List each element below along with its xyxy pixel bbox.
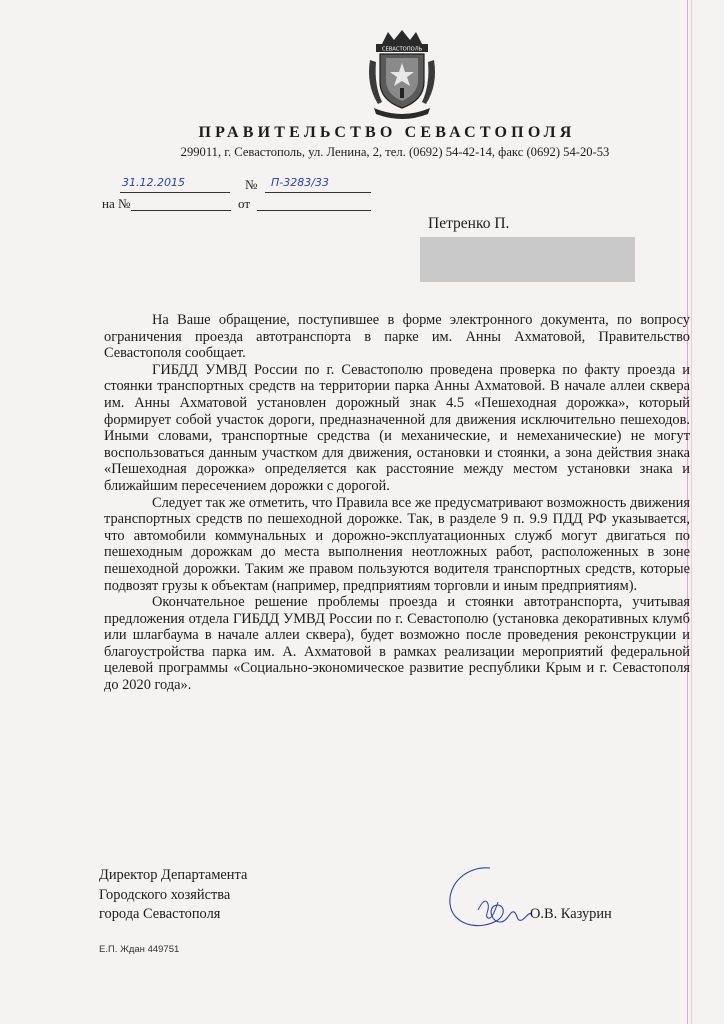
signer-position-line: города Севастополя <box>99 906 221 922</box>
letter-body <box>104 312 690 694</box>
outgoing-number-value: П-3283/33 <box>271 176 329 189</box>
number-label: № <box>245 177 258 192</box>
outgoing-date-value: 31.12.2015 <box>122 176 185 189</box>
body-paragraph: На Ваше обращение, поступившее в форме электронного документа, по вопросу ограничения проезда автотранспорта в парке им. Анны Ахматовой, Правительство Севастополя сообщает. <box>104 312 690 362</box>
body-paragraph: ГИБДД УМВД России по г. Севастополю проведена проверка по факту проезда и стоянки транспортных средств на территории парка Анны Ахматовой. В начале аллеи сквера им. Анны Ахматовой установлен дорожный знак 4.5 «Пешеходная дорожка», который формирует собой участок дороги, предназначенной для движения исключительно пешеходов. Иными словами, транспортные средства (и механические, и немеханические) не могут воспользоваться данным участком для движения, остановки и стоянки, а зона действия знака «Пешеходная дорожка» определяется как расстояние между местом установки знака и ближайшим пересечением дорожки с дорогой. <box>104 361 690 494</box>
body-paragraph: Следует так же отметить, что Правила все же предусматривают возможность движения транспортных средств по пешеходной дорожке. Так, в разделе 9 п. 9.9 ПДД РФ указывается, что автомобили коммунальных и дорожно-эксплуатационных служб могут двигаться по пешеходным дорожкам до места выполнения неотложных работ, расположенных в зоне пешеходной дорожки. Таким же правом пользуются водителя транспортных средств, которые подвозят грузы к объектам (например, предприятиям торговли и иным предприятиям). <box>104 494 690 594</box>
from-label: от <box>238 196 251 211</box>
recipient-name: Петренко П. <box>428 215 510 232</box>
signer-name: О.В. Казурин <box>530 906 612 922</box>
in-reply-label: на № <box>102 196 131 211</box>
in-reply-number-line <box>131 196 231 211</box>
outgoing-number-field <box>265 176 371 193</box>
outgoing-date-field <box>120 176 230 193</box>
sevastopol-coat-of-arms-icon <box>364 30 440 122</box>
handwritten-signature-icon <box>438 862 538 938</box>
government-title: ПРАВИТЕЛЬСТВО СЕВАСТОПОЛЯ <box>198 124 576 141</box>
government-address: 299011, г. Севастополь, ул. Ленина, 2, тел. (0692) 54-42-14, факс (0692) 54-20-53 <box>180 145 610 159</box>
body-paragraph: Окончательное решение проблемы проезда и стоянки автотранспорта, учитывая предложения отдела ГИБДД УМВД России по г. Севастополю (установка декоративных клумб или шлагбаума в начале аллеи сквера), будет возможно после проведения реконструкции и благоустройства парка им. А. Ахматовой в рамках реализации мероприятий федеральной целевой программы «Социально-экономическое развитие республики Крым и г. Севастополя до 2020 года». <box>104 594 690 694</box>
in-reply-date-line <box>257 196 371 211</box>
signer-position-line: Городского хозяйства <box>99 886 231 903</box>
signer-position-line: Директор Департамента <box>99 867 248 883</box>
redacted-address <box>420 237 635 282</box>
emblem-banner: СЕВАСТОПОЛЬ <box>381 46 423 53</box>
signer-position <box>99 866 247 925</box>
executor-note: Е.П. Ждан 449751 <box>99 944 180 955</box>
